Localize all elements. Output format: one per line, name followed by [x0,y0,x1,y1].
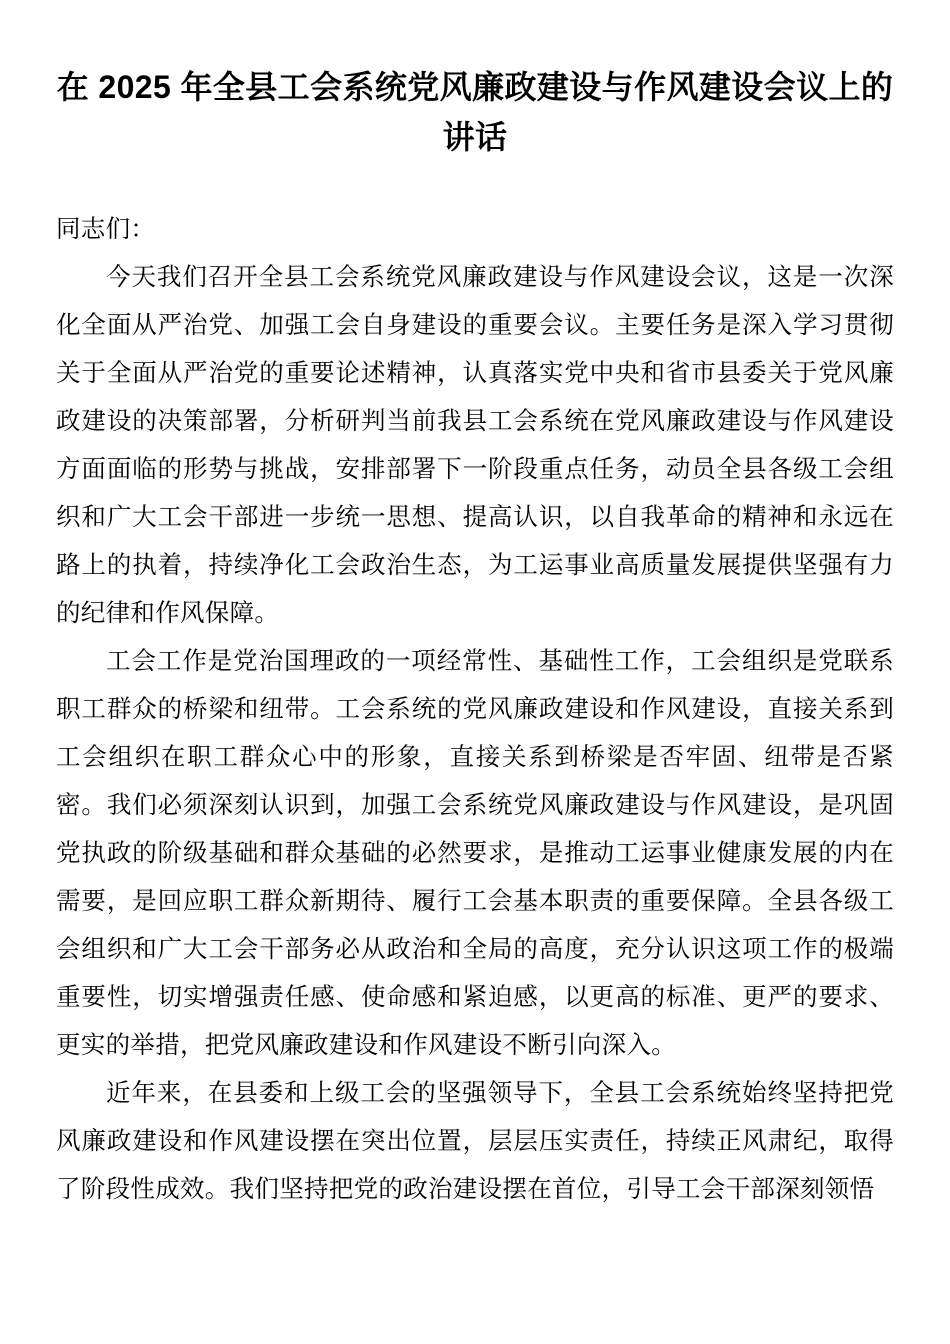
body-paragraph: 近年来，在县委和上级工会的坚强领导下，全县工会系统始终坚持把党风廉政建设和作风建设摆在突出位置，层层压实责任，持续正风肃纪，取得了阶段性成效。我们坚持把党的政治建设摆在首位，引导工会干部深刻领悟 [56,1080,894,1203]
page-title: 在 2025 年全县工会系统党风廉政建设与作风建设会议上的讲话 [56,69,894,155]
salutation: 同志们： [56,216,156,243]
document-body [56,206,894,1214]
body-paragraph: 工会工作是党治国理政的一项经常性、基础性工作，工会组织是党联系职工群众的桥梁和纽带。工会系统的党风廉政建设和作风建设，直接关系到工会组织在职工群众心中的形象，直接关系到桥梁是否牢固、纽带是否紧密。我们必须深刻认识到，加强工会系统党风廉政建设与作风建设，是巩固党执政的阶级基础和群众基础的必然要求，是推动工运事业健康发展的内在需要，是回应职工群众新期待、履行工会基本职责的重要保障。全县各级工会组织和广大工会干部务必从政治和全局的高度，充分认识这项工作的极端重要性，切实增强责任感、使命感和紧迫感，以更高的标准、更严的要求、更实的举措，把党风廉政建设和作风建设不断引向深入。 [56,648,894,1059]
body-paragraph: 今天我们召开全县工会系统党风廉政建设与作风建设会议，这是一次深化全面从严治党、加强工会自身建设的重要会议。主要任务是深入学习贯彻关于全面从严治党的重要论述精神，认真落实党中央和省市县委关于党风廉政建设的决策部署，分析研判当前我县工会系统在党风廉政建设与作风建设方面面临的形势与挑战，安排部署下一阶段重点任务，动员全县各级工会组织和广大工会干部进一步统一思想、提高认识，以自我革命的精神和永远在路上的执着，持续净化工会政治生态，为工运事业高质量发展提供坚强有力的纪律和作风保障。 [56,264,894,627]
